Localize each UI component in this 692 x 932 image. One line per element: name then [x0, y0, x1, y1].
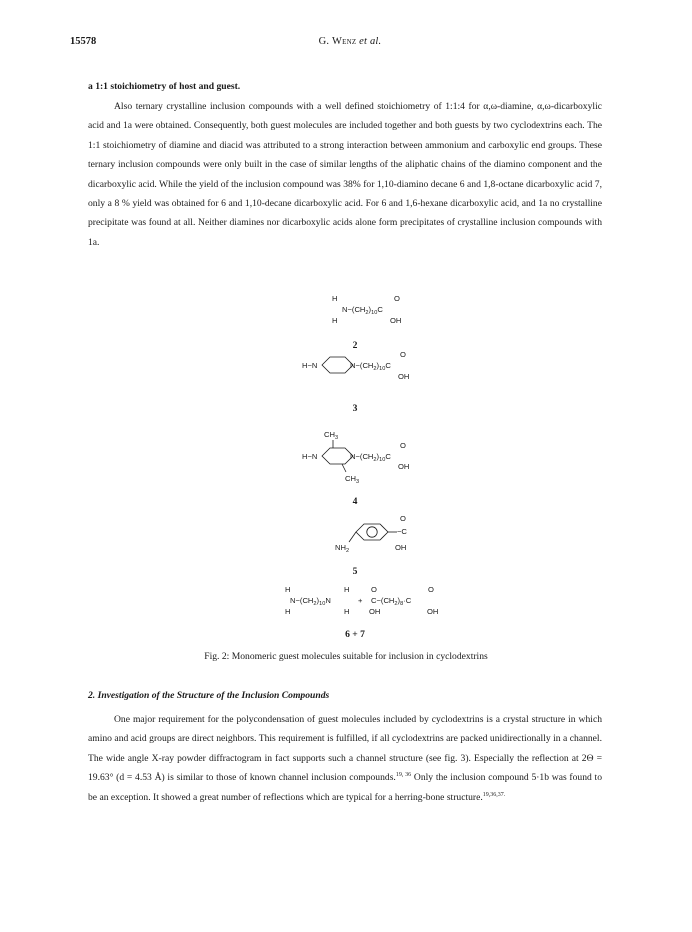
author-surname: Wenz: [332, 36, 357, 47]
c2-o: O: [394, 294, 400, 303]
c2-oh: OH: [390, 316, 402, 325]
c5-o: O: [400, 514, 406, 523]
c4-ch3-bottom-sub: 3: [355, 479, 360, 485]
section-2-text: [88, 710, 602, 807]
reference-a: 19, 36: [395, 772, 412, 779]
c5-nh2-sub: 2: [345, 548, 350, 554]
c3-o: O: [400, 350, 406, 359]
c3-chain-c: C: [385, 361, 391, 370]
section-2-text-b: Only the inclusion compound 5·1b was found to be an exception. It showed a great number of reflections which are typical for a herring-bone structure.: [88, 772, 603, 803]
c2-chain-n: N−(CH: [342, 305, 366, 314]
compound-number-6-7: 6 + 7: [345, 629, 365, 640]
c2-chain-sub: 2: [365, 310, 369, 316]
c4-ch3-top: [324, 430, 338, 441]
c3-chain-sub: 2: [373, 366, 377, 372]
c6-h-right-bottom: H: [344, 607, 350, 616]
reference-b: 19,36,37.: [482, 791, 506, 798]
compound-4-structure: [302, 430, 409, 507]
c4-chain-n: N−(CH: [350, 452, 374, 461]
methyl-bond-bottom: [342, 464, 346, 472]
compound-number-2: 2: [352, 340, 358, 351]
c7-chain-close: ): [397, 596, 401, 605]
c2-h-bottom: H: [332, 316, 338, 325]
c5-nh2-nh: NH: [335, 543, 346, 552]
paragraph-1-text: a 1:1 stoichiometry of host and guest.: [88, 81, 241, 92]
section-2-text-a: One major requirement for the polycondensation of guest molecules included by cyclodextrins is a crystal structure in which amino and acid groups are direct neighbors. This requirement is fulfilled, if all cyclodextrins are packed unidirectionally in a channel. The wide angle X-ray powder diffractogram in fact supports such a channel structure (see fig. 3). Especially the reflection at 2Θ = 19.63° (d = 4.53 Å) is similar to those of known channel inclusion compounds.: [88, 714, 602, 784]
c4-hn: H−N: [302, 452, 318, 461]
c7-o-right: O: [428, 585, 434, 594]
c5-nh2: [335, 543, 349, 554]
c2-chain-n10: 10: [371, 310, 378, 316]
piperazine-ring-3: [322, 357, 353, 373]
c6-h-right-top: H: [344, 585, 350, 594]
compound-6-7-structure: [285, 585, 438, 640]
c6-chain-sub: 2: [313, 601, 317, 607]
compound-3-structure: [302, 350, 409, 414]
c4-chain-c: C: [385, 452, 391, 461]
c2-h-top: H: [332, 294, 338, 303]
paragraph-2-text: Also ternary crystalline inclusion compounds with a well defined stoichiometry of 1:1:4 for α,ω-diamine, α,ω-dicarboxylic acid and 1a were obtained. Consequently, both guest molecules are included together and both guests by two cyclodextrins each. The 1:1 stoichiometry of diamine and diacid was attributed to a strong interaction between ammonium and carboxylic end groups. These ternary inclusion compounds were only built in the case of similar lengths of the aliphatic chains of the diamino component and the dicarboxylic acid. While the yield of the inclusion compound was 38% for 1,10-diamino decane 6 and 1,8-octane dicarboxylic acid 7, only a 8 % yield was obtained for 6 and 1,10-decane dicarboxylic acid. For 6 and 1,6-hexane dicarboxylic acid, and 1a no crystalline precipitate was found at all. Neither diamines nor dicarboxylic acids alone form precipitates of crystalline inclusion compounds with 1a.: [88, 101, 602, 248]
compound-number-3: 3: [352, 403, 358, 414]
plus-sign: +: [358, 596, 363, 605]
c2-chain-c: C: [377, 305, 383, 314]
c6-chain-close: ): [316, 596, 320, 605]
section-2-paragraph: [88, 710, 602, 807]
c2-chain-close: ): [368, 305, 372, 314]
c3-oh: OH: [398, 372, 410, 381]
author-initial: G.: [318, 36, 333, 47]
c7-chain-sub: 2: [394, 601, 398, 607]
c4-chain-n10: 10: [379, 457, 386, 463]
c6-h-left-bottom: H: [285, 607, 291, 616]
c6-chain-n10: 10: [319, 601, 326, 607]
c4-ch3-bottom: [345, 474, 359, 485]
author-suffix: et al.: [356, 36, 382, 47]
c4-ch3-top-sub: 3: [334, 435, 339, 441]
c7-chain-c-end: ·C: [403, 596, 412, 605]
compound-2-structure: [332, 294, 401, 351]
c4-oh: OH: [398, 462, 410, 471]
c7-chain: [371, 596, 412, 607]
c4-ch3-bottom-ch: CH: [345, 474, 356, 483]
c3-hn: H−N: [302, 361, 318, 370]
compound-number-4: 4: [352, 496, 358, 507]
c7-o-left: O: [371, 585, 377, 594]
c7-oh-right: OH: [427, 607, 439, 616]
page-number: 15578: [70, 36, 97, 47]
benzene-aromatic-circle: [367, 527, 377, 537]
c3-chain-close: ): [376, 361, 380, 370]
c7-chain-n8: 8: [400, 601, 404, 607]
c6-chain: [290, 596, 331, 607]
section-2-title: 2. Investigation of the Structure of the Inclusion Compounds: [88, 690, 330, 701]
c4-chain: [350, 452, 391, 463]
c3-chain-n: N−(CH: [350, 361, 374, 370]
c6-chain-n-end: N: [325, 596, 331, 605]
c4-chain-sub: 2: [373, 457, 377, 463]
figure-caption: Fig. 2: Monomeric guest molecules suitable for inclusion in cyclodextrins: [204, 651, 488, 662]
c2-chain: [342, 305, 383, 316]
piperazine-ring-4: [322, 448, 353, 464]
amine-bond-5: [349, 532, 356, 542]
c5-c: −C: [397, 527, 407, 536]
compound-5-structure: [335, 514, 407, 577]
c3-chain: [350, 361, 391, 372]
c4-o: O: [400, 441, 406, 450]
c5-oh: OH: [395, 543, 407, 552]
c6-h-left-top: H: [285, 585, 291, 594]
c3-chain-n10: 10: [379, 366, 386, 372]
c7-oh-left: OH: [369, 607, 381, 616]
c6-chain-n: N−(CH: [290, 596, 314, 605]
compound-number-5: 5: [352, 566, 358, 577]
c4-ch3-top-ch: CH: [324, 430, 335, 439]
c7-chain-c: C−(CH: [371, 596, 395, 605]
c4-chain-close: ): [376, 452, 380, 461]
